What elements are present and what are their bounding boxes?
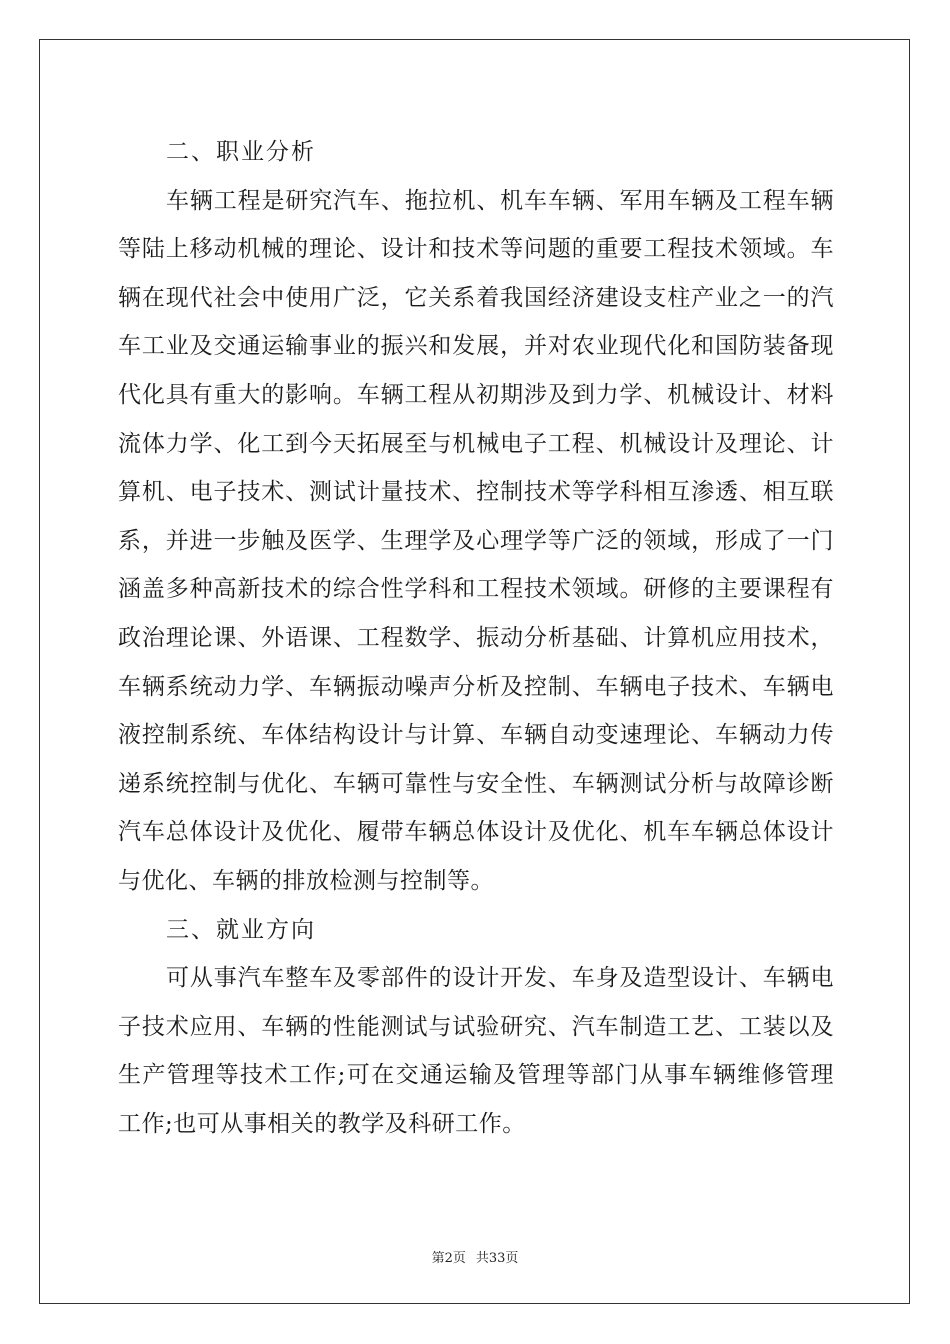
- paragraph-line: 流体力学、化工到今天拓展至与机械电子工程、机械设计及理论、计: [118, 430, 834, 457]
- paragraph-line: 车辆系统动力学、车辆振动噪声分析及控制、车辆电子技术、车辆电: [118, 673, 834, 700]
- paragraph-line: 递系统控制与优化、车辆可靠性与安全性、车辆测试分析与故障诊断: [118, 770, 834, 797]
- page-footer: [0, 1247, 950, 1266]
- paragraph-line: 政治理论课、外语课、工程数学、振动分析基础、计算机应用技术，: [118, 624, 834, 651]
- paragraph-line: 液控制系统、车体结构设计与计算、车辆自动变速理论、车辆动力传: [118, 722, 834, 749]
- paragraph-line: 车工业及交通运输事业的振兴和发展，并对农业现代化和国防装备现: [118, 333, 834, 360]
- section-heading: 三、就业方向: [166, 916, 316, 943]
- paragraph-line: 子技术应用、车辆的性能测试与试验研究、汽车制造工艺、工装以及: [118, 1013, 834, 1040]
- paragraph-line: 辆在现代社会中使用广泛，它关系着我国经济建设支柱产业之一的汽: [118, 284, 834, 311]
- paragraph-line: 等陆上移动机械的理论、设计和技术等问题的重要工程技术领域。车: [118, 236, 834, 263]
- page-number: 第2页: [431, 1251, 466, 1266]
- paragraph-line: 可从事汽车整车及零部件的设计开发、车身及造型设计、车辆电: [166, 965, 834, 992]
- document-body: [118, 128, 834, 1148]
- paragraph-line: 生产管理等技术工作;可在交通运输及管理等部门从事车辆维修管理: [118, 1062, 834, 1089]
- paragraph-line: 车辆工程是研究汽车、拖拉机、机车车辆、军用车辆及工程车辆: [166, 187, 834, 214]
- paragraph-line: 汽车总体设计及优化、履带车辆总体设计及优化、机车车辆总体设计: [118, 819, 834, 846]
- paragraph-line: 代化具有重大的影响。车辆工程从初期涉及到力学、机械设计、材料: [118, 381, 834, 408]
- paragraph-line: 与优化、车辆的排放检测与控制等。: [118, 867, 494, 894]
- paragraph-line: 工作;也可从事相关的教学及科研工作。: [118, 1110, 526, 1137]
- paragraph-line: 算机、电子技术、测试计量技术、控制技术等学科相互渗透、相互联: [118, 479, 834, 506]
- paragraph-line: 系，并进一步触及医学、生理学及心理学等广泛的领域，形成了一门: [118, 527, 834, 554]
- section-heading: 二、职业分析: [166, 139, 316, 165]
- paragraph-line: 涵盖多种高新技术的综合性学科和工程技术领域。研修的主要课程有: [118, 576, 834, 603]
- page-total: 共33页: [475, 1251, 519, 1266]
